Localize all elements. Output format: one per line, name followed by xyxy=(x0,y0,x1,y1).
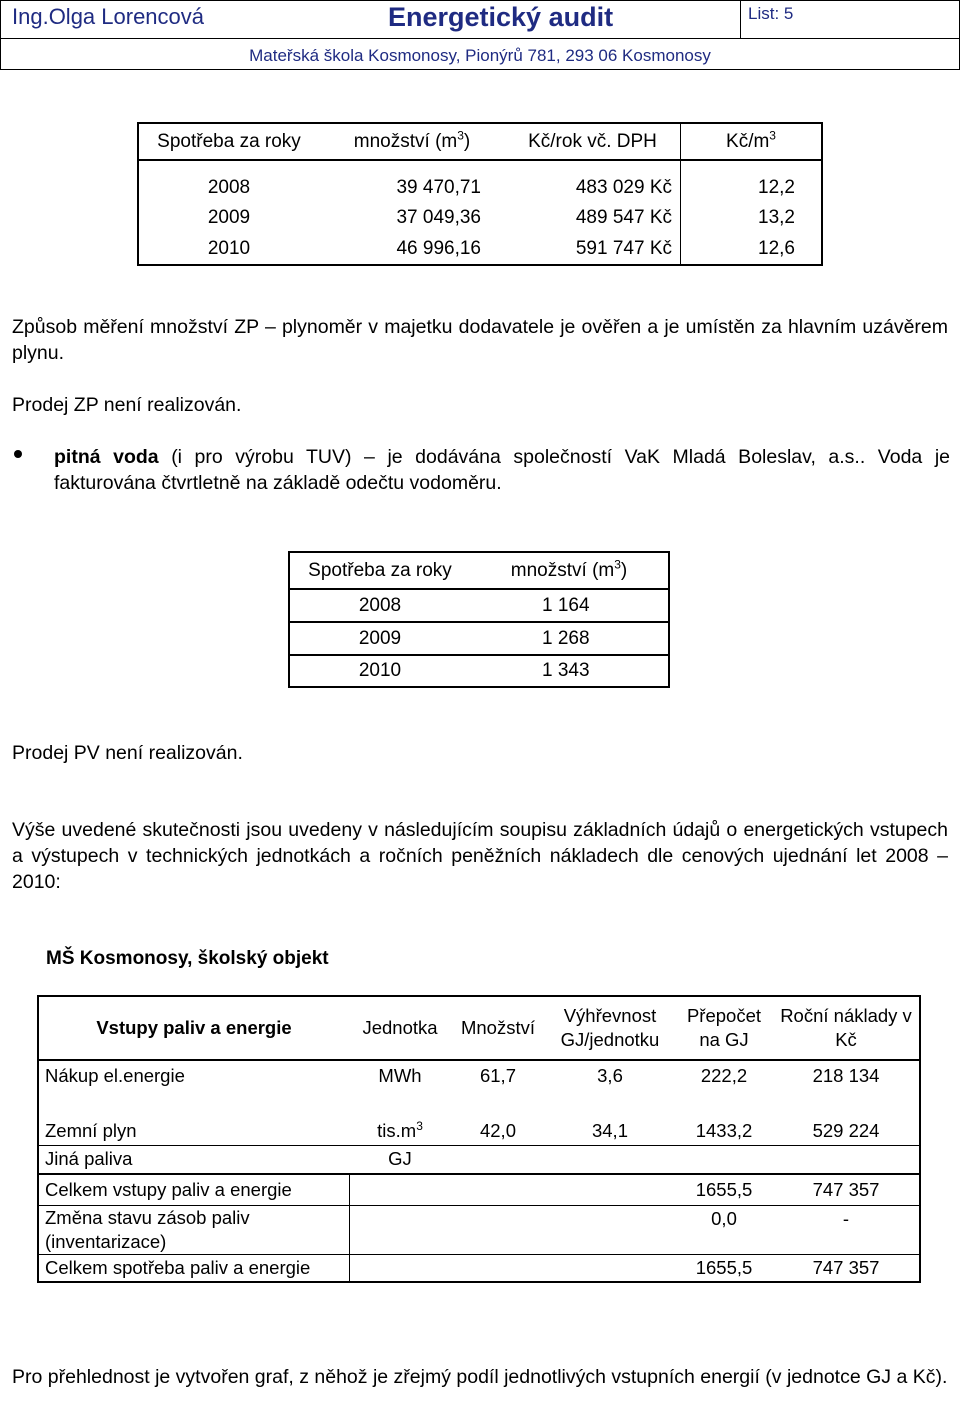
energy-header-gj: Přepočet na GJ xyxy=(686,1005,762,1050)
energy-input: Celkem spotřeba paliv a energie xyxy=(38,1254,349,1282)
water-sale-text: Prodej PV není realizován. xyxy=(12,742,243,764)
energy-header-calorific: Výhřevnost GJ/jednotku xyxy=(560,1005,660,1050)
energy-cost: 529 224 xyxy=(812,1119,880,1141)
gas-year: 2009 xyxy=(207,207,251,228)
table-row xyxy=(38,1060,920,1090)
table-row xyxy=(38,1145,920,1174)
gas-quantity: 37 049,36 xyxy=(396,207,481,228)
gas-quantity: 39 470,71 xyxy=(396,177,481,198)
measurement-text: Způsob měření množství ZP – plynoměr v majetku dodavatele je ověřen a je umístěn za hlavním uzávěrem plynu. xyxy=(12,316,948,364)
header-divider xyxy=(740,0,741,38)
gas-year: 2008 xyxy=(207,177,251,198)
gas-header-year: Spotřeba za roky xyxy=(157,130,301,152)
energy-input: Jiná paliva xyxy=(38,1145,349,1174)
energy-unit: $tis.m^3$ xyxy=(377,1118,423,1141)
table-row xyxy=(289,622,669,655)
water-label: pitná voda xyxy=(54,446,159,468)
energy-cost: 747 357 xyxy=(812,1256,880,1278)
closing-text: Pro přehlednost je vytvořen graf, z něhož je zřejmý podíl jednotlivých vstupních energií (v jednotce GJ a Kč). xyxy=(12,1366,948,1388)
water-text xyxy=(54,444,950,496)
water-header-quantity: množství $(m^3)$ xyxy=(510,557,628,581)
energy-header-cost: Roční náklady v Kč xyxy=(780,1005,912,1050)
water-year: 2010 xyxy=(358,660,402,681)
energy-calorific: 3,6 xyxy=(597,1064,623,1086)
water-header-year: Spotřeba za roky xyxy=(308,559,452,581)
energy-header-input: Vstupy paliv a energie xyxy=(96,1017,292,1038)
water-year: 2008 xyxy=(358,594,402,616)
energy-gj: 1655,5 xyxy=(695,1256,753,1278)
gas-header-cost: Kč/rok vč. DPH xyxy=(528,130,657,152)
table-row xyxy=(289,655,669,687)
energy-input: Zemní plyn xyxy=(45,1119,137,1141)
energy-unit: MWh xyxy=(378,1064,422,1086)
water-quantity: 1 343 xyxy=(542,660,590,681)
table-row xyxy=(38,1174,920,1205)
energy-cost: 747 357 xyxy=(812,1178,880,1200)
energy-gj: 1433,2 xyxy=(695,1119,753,1141)
table-row xyxy=(138,233,822,265)
energy-header-unit: Jednotka xyxy=(362,1017,438,1038)
header-sheet-number: List: 5 xyxy=(748,4,794,23)
gas-cost: 591 747 Kč xyxy=(575,237,672,259)
energy-input: Nákup el.energie xyxy=(45,1064,185,1086)
table-row xyxy=(138,203,822,233)
bullet-icon xyxy=(14,450,22,458)
table-row xyxy=(38,1205,920,1254)
energy-unit: GJ xyxy=(349,1145,451,1174)
energy-gj: 0,0 xyxy=(711,1207,737,1229)
energy-input: Změna stavu zásob paliv (inventarizace) xyxy=(38,1205,349,1254)
energy-table xyxy=(37,995,921,1283)
gas-header-quantity: množství $(m^3)$ xyxy=(353,128,471,152)
table-row xyxy=(38,1254,920,1282)
gas-cost: 483 029 Kč xyxy=(575,177,672,198)
energy-amount: 42,0 xyxy=(479,1119,516,1141)
header-school: Mateřská škola Kosmonosy, Pionýrů 781, 293 06 Kosmonosy xyxy=(249,46,711,65)
section-title: MŠ Kosmonosy, školský objekt xyxy=(46,948,329,969)
gas-sale-text: Prodej ZP není realizován. xyxy=(12,394,242,416)
energy-calorific: 34,1 xyxy=(591,1119,628,1141)
energy-gj: 222,2 xyxy=(700,1064,748,1086)
summary-text: Výše uvedené skutečnosti jsou uvedeny v následujícím soupisu základních údajů o energetických vstupech a výstupech v technických jednotkách a ročních peněžních nákladech dle cenových ujednání let 2008 – 2010: xyxy=(12,819,948,893)
energy-amount: 61,7 xyxy=(479,1064,516,1086)
water-quantity: 1 268 xyxy=(542,627,590,649)
gas-header-unit-price: $Kč/m^3$ xyxy=(681,123,823,160)
table-row xyxy=(289,589,669,622)
gas-unit-price: 12,6 xyxy=(681,233,823,265)
water-description: (i pro výrobu TUV) – je dodávána společností VaK Mladá Boleslav, a.s.. Voda je fakturována čtvrtletně na základě odečtu vodoměru. xyxy=(54,446,950,494)
gas-quantity: 46 996,16 xyxy=(396,237,481,259)
energy-input: Celkem vstupy paliv a energie xyxy=(38,1174,349,1205)
water-quantity: 1 164 xyxy=(542,594,590,616)
energy-header-amount: Množství xyxy=(460,1017,536,1038)
energy-cost: 218 134 xyxy=(812,1064,880,1086)
water-table xyxy=(288,551,670,688)
energy-cost: - xyxy=(842,1207,850,1229)
gas-cost: 489 547 Kč xyxy=(575,207,672,228)
gas-year: 2010 xyxy=(207,237,251,259)
gas-table xyxy=(137,122,823,266)
table-row xyxy=(38,1117,920,1145)
header-title: Energetický audit xyxy=(388,2,614,32)
header-author: Ing.Olga Lorencová xyxy=(12,4,205,29)
energy-gj: 1655,5 xyxy=(695,1178,753,1200)
table-row xyxy=(138,173,822,203)
gas-unit-price: 13,2 xyxy=(681,203,823,233)
gas-unit-price: 12,2 xyxy=(681,173,823,203)
water-year: 2009 xyxy=(358,627,402,649)
